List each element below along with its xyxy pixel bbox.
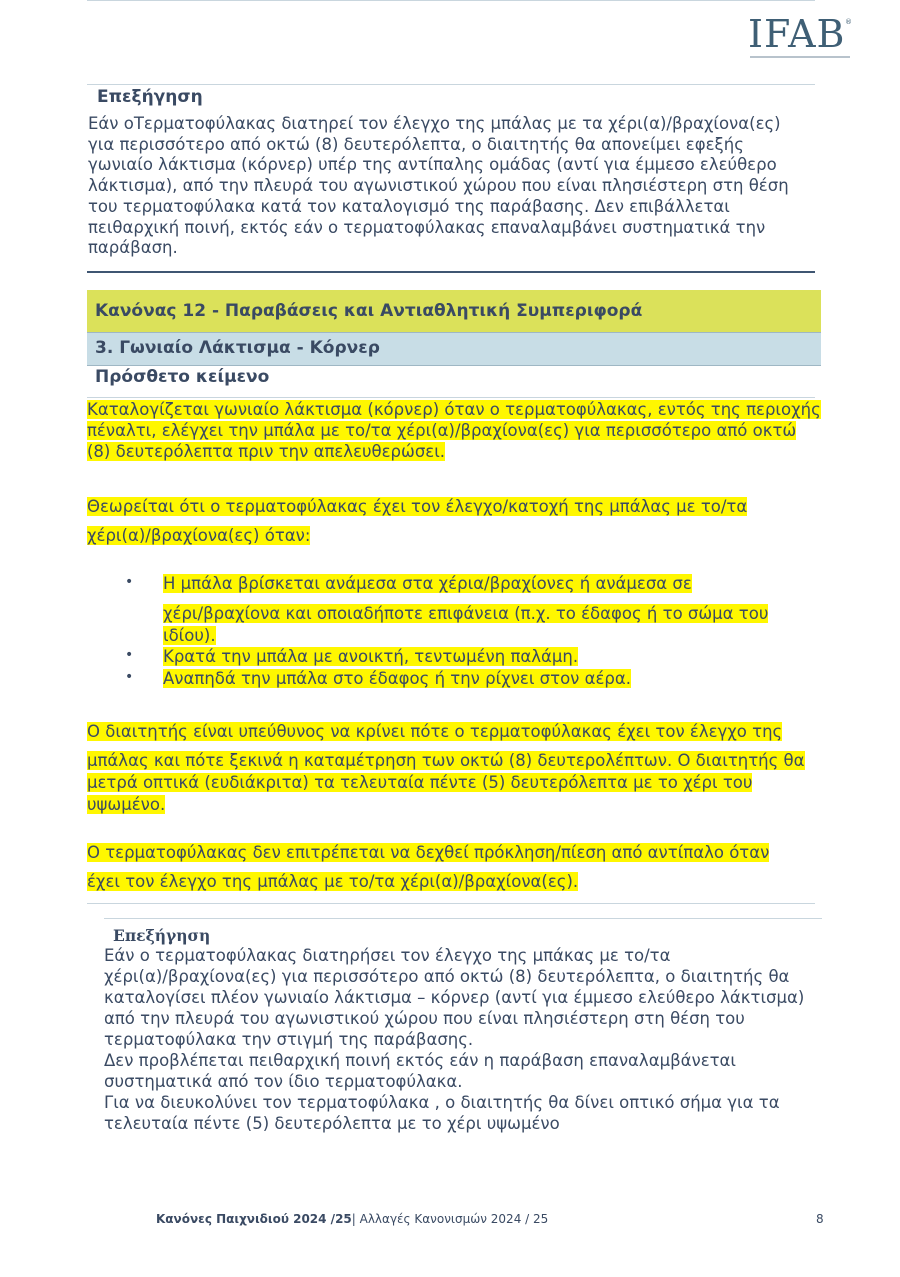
divider — [87, 84, 815, 85]
bullet-line: χέρι/βραχίονα και οποιαδήποτε επιφάνεια (π.χ. το έδαφος ή το σώμα του — [163, 604, 769, 623]
ifab-logo — [748, 14, 852, 66]
bullet-line: Κρατά την μπάλα με ανοικτή, τεντωμένη παλάμη. — [163, 647, 579, 666]
text-line: πειθαρχική ποινή, εκτός εάν ο τερματοφύλακας επαναλαμβάνει συστηματικά την — [88, 217, 766, 237]
text-line: Ο διαιτητής είναι υπεύθυνος να κρίνει πότε ο τερματοφύλακας έχει τον έλεγχο της — [87, 722, 783, 741]
footer-bold: Κανόνες Παιχνιδιού 2024 /25 — [156, 1212, 352, 1226]
footer-rest: | Αλλαγές Κανονισμών 2024 / 25 — [351, 1212, 549, 1226]
text-line: Δεν προβλέπεται πειθαρχική ποινή εκτός εάν η παράβαση επαναλαμβάνεται — [104, 1051, 737, 1070]
text-line: συστηματικά από τον ίδιο τερματοφύλακα. — [104, 1072, 463, 1091]
text-line: μπάλας και πότε ξεκινά η καταμέτρηση των οκτώ (8) δευτερολέπτων. Ο διαιτητής θα — [87, 751, 805, 770]
text-line: (8) δευτερόλεπτα πριν την απελευθερώσει. — [87, 442, 446, 461]
text-line: λάκτισμα), από την πλευρά του αγωνιστικού χώρου που είναι πλησιέστερη στη θέση — [88, 176, 789, 196]
bullet-dot: • — [125, 647, 134, 663]
divider — [104, 918, 822, 919]
text-line: Εάν οΤερματοφύλακας διατηρεί τον έλεγχο της μπάλας με τα χέρι(α)/βραχίονα(ες) — [88, 114, 781, 133]
logo-text: IFAB — [748, 12, 846, 56]
footer-title — [156, 1212, 548, 1226]
text-line: χέρι(α)/βραχίονα(ες) για περισσότερο από οκτώ (8) δευτερόλεπτα, ο διαιτητής θα — [104, 967, 790, 986]
text-line: Ο τερματοφύλακας δεν επιτρέπεται να δεχθεί πρόκληση/πίεση από αντίπαλο όταν — [87, 843, 770, 862]
explanation-body — [104, 945, 884, 1134]
text-line: τερματοφύλακα την στιγμή της παράβασης. — [104, 1030, 474, 1049]
text-line: παράβαση. — [88, 238, 178, 258]
text-line: έχει τον έλεγχο της μπάλας με το/τα χέρι(α)/βραχίονα(ες). — [87, 872, 579, 891]
page-number: 8 — [816, 1212, 824, 1226]
text-line: του τερματοφύλακα κατά τον καταλογισμό της παράβασης. Δεν επιβάλλεται — [88, 196, 730, 216]
explanation-heading: Επεξήγηση — [113, 926, 211, 945]
text-line: υψωμένο. — [87, 795, 166, 814]
text-line: για περισσότερο από οκτώ (8) δευτερόλεπτα, ο διαιτητής θα απονείμει εφεξής — [88, 134, 744, 154]
logo-tagline-bar — [750, 56, 850, 58]
explanation-heading: Επεξήγηση — [97, 87, 203, 107]
law-header-band — [87, 290, 821, 332]
text-line: Καταλογίζεται γωνιαίο λάκτισμα (κόρνερ) όταν ο τερματοφύλακας, εντός της περιοχής — [87, 400, 821, 419]
text-line: καταλογίσει πλέον γωνιαίο λάκτισμα – κόρνερ (αντί για έμμεσο ελεύθερο λάκτισμα) — [104, 988, 805, 1007]
text-line: μετρά οπτικά (ευδιάκριτα) τα τελευταία πέντε (5) δευτερόλεπτα με το χέρι του — [87, 773, 753, 792]
section-header-band — [87, 332, 821, 366]
explanation-body — [88, 114, 878, 259]
text-line: Για να διευκολύνει τον τερματοφύλακα , ο διαιτητής θα δίνει οπτικό σήμα για τα — [104, 1093, 780, 1112]
text-line: γωνιαίο λάκτισμα (κόρνερ) υπέρ της αντίπαλης ομάδας (αντί για έμμεσο ελεύθερο — [88, 155, 777, 175]
law-title: Κανόνας 12 - Παραβάσεις και Αντιαθλητική Συμπεριφορά — [95, 301, 643, 321]
text-line: από την πλευρά του αγωνιστικού χώρου που είναι πλησιέστερη στη θέση του — [104, 1009, 745, 1028]
text-line: πέναλτι, ελέγχει την μπάλα με το/τα χέρι(α)/βραχίονα(ες) για περισσότερο από οκτώ — [87, 421, 797, 440]
section-divider — [87, 271, 815, 273]
text-line: Θεωρείται ότι ο τερματοφύλακας έχει τον έλεγχο/κατοχή της μπάλας με το/τα — [87, 497, 748, 516]
bullet-line: Αναπηδά την μπάλα στο έδαφος ή την ρίχνει στον αέρα. — [163, 669, 632, 688]
bullet-line: Η μπάλα βρίσκεται ανάμεσα στα χέρια/βραχίονες ή ανάμεσα σε — [163, 574, 692, 593]
top-divider — [87, 0, 815, 1]
bullet-dot: • — [125, 574, 134, 590]
bullet-dot: • — [125, 669, 134, 685]
bullet-line: ιδίου). — [163, 626, 216, 645]
logo-registered-mark: ® — [845, 18, 852, 26]
section-title: 3. Γωνιαίο Λάκτισμα - Κόρνερ — [95, 338, 380, 358]
added-text-label: Πρόσθετο κείμενο — [95, 367, 270, 387]
text-line: χέρι(α)/βραχίονα(ες) όταν: — [87, 526, 311, 545]
text-line: τελευταία πέντε (5) δευτερόλεπτα με το χέρι υψωμένο — [104, 1114, 560, 1133]
divider — [87, 397, 815, 398]
divider — [87, 903, 815, 904]
text-line: Εάν ο τερματοφύλακας διατηρήσει τον έλεγχο της μπάκας με το/τα — [104, 946, 671, 965]
